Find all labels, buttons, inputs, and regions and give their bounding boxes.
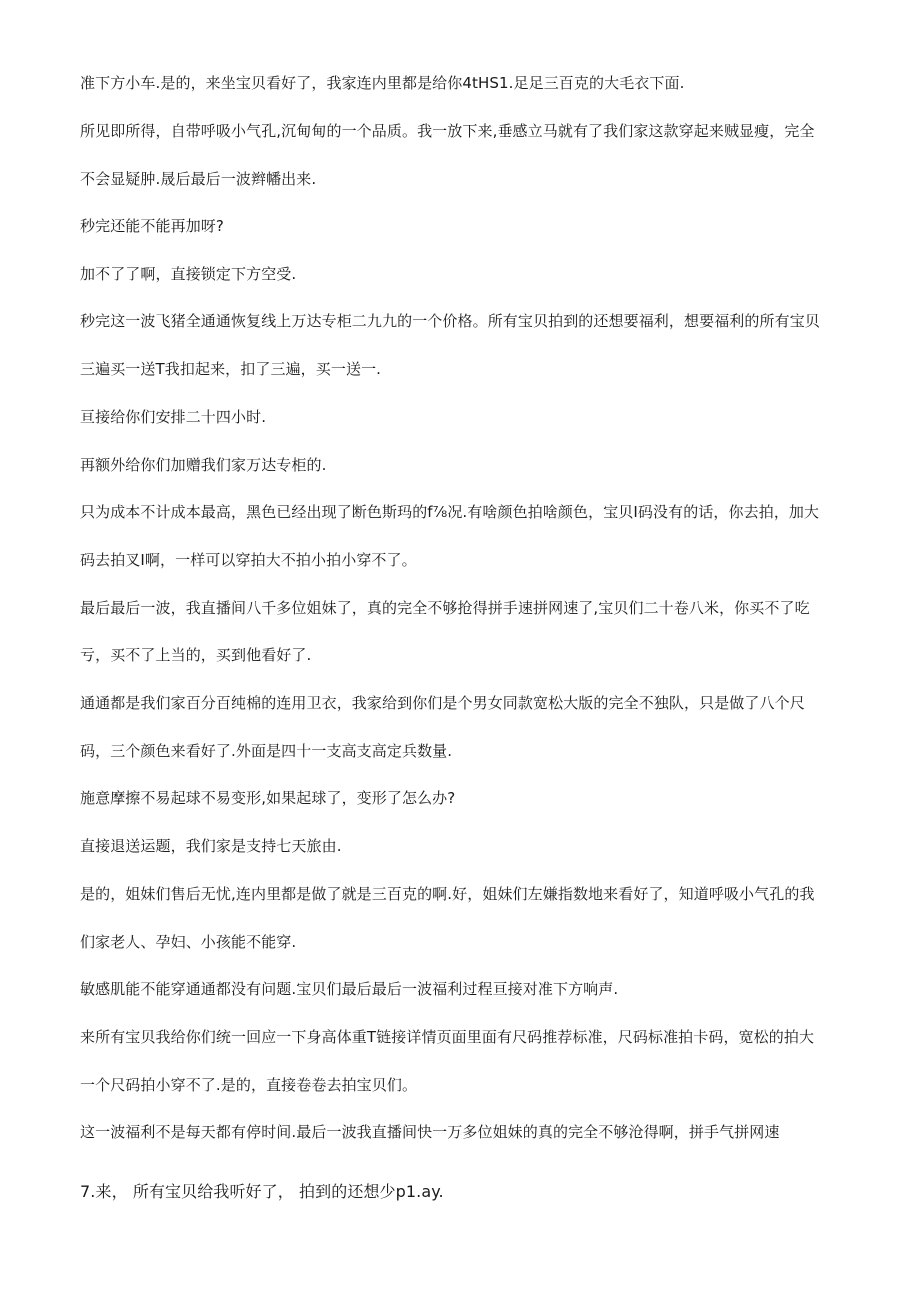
text-line: 码去拍叉I啊，一样可以穿拍大不拍小拍小穿不了。	[80, 551, 417, 569]
text-line: 三遍买一送T我扣起来，扣了三遍，买一送一.	[80, 360, 382, 378]
text-line: 们家老人、孕妇、小孩能不能穿.	[80, 933, 297, 951]
text-line: 是的，姐妹们售后无忧,连内里都是做了就是三百克的啊.好，姐妹们左嫌指数地来看好了，知道呼吸小气孔的我	[80, 885, 815, 903]
text-line: 施意摩擦不易起球不易变形,如果起球了，变形了怎么办?	[80, 789, 456, 807]
text-line: 秒完还能不能再加呀?	[80, 217, 224, 235]
text-line: 只为成本不计成本最高，黑色已经出现了断色斯玛的f⅞况.有啥颜色拍啥颜色，宝贝I码没有的话，你去拍，加大	[80, 503, 820, 521]
text-line: 码，三个颜色来看好了.外面是四十一支高支高定兵数量.	[80, 742, 453, 760]
text-line: 亏，买不了上当的，买到他看好了.	[80, 646, 312, 664]
text-line: 直接退送运题，我们家是支持七天旅由.	[80, 837, 342, 855]
text-line: 一个尺码拍小穿不了.是的，直接卷卷去拍宝贝们。	[80, 1076, 418, 1094]
text-line: 秒完这一波飞猪全通通恢复线上万达专柜二九九的一个价格。所有宝贝拍到的还想要福利，想要福利的所有宝贝	[80, 312, 820, 330]
text-line: 这一波福利不是每天都有停时间.最后一波我直播间快一万多位姐妹的真的完全不够沧得啊，拼手气拼网速	[80, 1123, 780, 1141]
text-line: 加不了了啊，直接锁定下方空受.	[80, 265, 297, 283]
text-line: 所见即所得，自带呼吸小气孔,沉甸甸的一个品质。我一放下来,垂感立马就有了我们家这款穿起来贼显瘦，完全	[80, 122, 815, 140]
text-line: 来所有宝贝我给你们统一回应一下身高体重T链接详情页面里面有尺码推荐标准，尺码标准拍卡码，宽松的拍大	[80, 1028, 815, 1046]
text-line: 通通都是我们家百分百纯棉的连用卫衣，我家给到你们是个男女同款宽松大版的完全不独队，只是做了八个尺	[80, 694, 805, 712]
text-line: 不会显疑肿.晟后最后一波辫幡出来.	[80, 170, 317, 188]
text-line: 7.来， 所有宝贝给我听好了， 拍到的还想少p1.ay.	[80, 1182, 444, 1201]
text-line: 最后最后一波，我直播间八千多位姐妹了，真的完全不够抢得拼手速拼网速了,宝贝们二十卷八米，你买不了吃	[80, 599, 810, 617]
text-line: 敏感肌能不能穿通通都没有问题.宝贝们最后最后一波福利过程亘接对准下方响声.	[80, 980, 619, 998]
text-line: 亘接给你们安排二十四小时.	[80, 408, 267, 426]
text-line: 再额外给你们加赠我们家万达专柜的.	[80, 456, 327, 474]
text-line: 准下方小车.是的，来坐宝贝看好了，我家连内里都是给你4tHS1.足足三百克的大毛衣下面.	[80, 74, 685, 92]
